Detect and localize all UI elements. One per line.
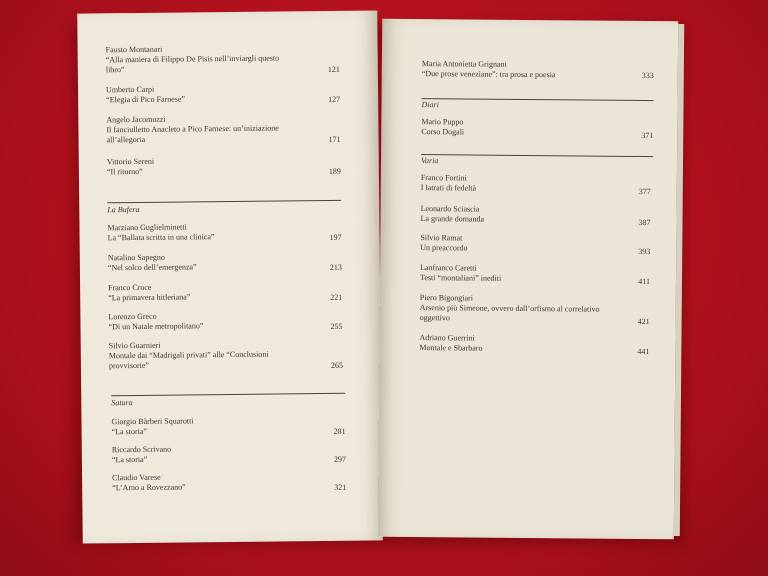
entry-title: La “Ballata scritta in una clinica” <box>107 232 215 243</box>
entry-author: Adriano Guerrini <box>419 333 475 343</box>
entry-author: Angelo Jacomuzzi <box>106 114 166 125</box>
entry-title: La grande domanda <box>420 214 485 224</box>
entry-title-cont: oggettivo <box>419 313 450 323</box>
entry-title: Il fanciulletto Anacleto a Pico Farnese: un’iniziazione <box>106 123 279 135</box>
entry-title: “Di un Natale metropolitano” <box>108 321 204 332</box>
entry-title: “La storia” <box>111 426 147 437</box>
entry-title: Arsenio più Simeone, ovvero dall’orfismo al correlativo <box>419 303 600 314</box>
entry-page-number: 421 <box>637 316 650 327</box>
entry-title: “Nel solco dell’emergenza” <box>107 262 197 273</box>
entry-page-number: 171 <box>328 134 341 144</box>
entry-title: Un preaccordo <box>420 243 468 253</box>
entry-author: Marziano Guglielminetti <box>107 222 187 233</box>
section-heading: Diari <box>421 100 439 110</box>
entry-page-number: 281 <box>333 426 346 436</box>
entry-page-number: 321 <box>334 482 347 492</box>
entry-author: Lanfranco Caretti <box>420 263 477 273</box>
entry-page-number: 297 <box>333 454 346 464</box>
right-page <box>378 19 679 540</box>
entry-title: Corso Dogali <box>421 127 465 137</box>
entry-author: Franco Croce <box>108 282 152 293</box>
entry-title: “La storia” <box>111 454 148 465</box>
section-rule <box>421 154 653 157</box>
entry-page-number: 121 <box>327 64 340 74</box>
section-heading: La Bufera <box>107 204 140 215</box>
toc-entry <box>421 173 641 195</box>
entry-author: Lorenzo Greco <box>108 311 157 322</box>
entry-title-cont: provvisorie” <box>108 360 149 371</box>
left-page <box>77 10 383 543</box>
entry-page-number: 221 <box>330 292 343 302</box>
section-rule <box>422 98 654 101</box>
entry-author: Fausto Montanari <box>105 44 163 55</box>
section-heading: Varia <box>420 156 439 166</box>
entry-title: “L’Arno a Rovezzano” <box>112 482 186 493</box>
entry-author: Piero Bigongiari <box>419 293 473 303</box>
entry-author: Vittorio Sereni <box>106 156 155 167</box>
toc-entry <box>422 59 642 81</box>
entry-title: “Due prose veneziane”: tra prosa e poesia <box>421 69 556 80</box>
entry-title-cont: libro” <box>105 65 125 75</box>
entry-author: Leonardo Sciascia <box>420 204 480 214</box>
section-rule <box>111 393 345 396</box>
entry-page-number: 265 <box>330 360 343 370</box>
entry-title: Montale e Sbarbaro <box>419 343 483 353</box>
entry-author: Riccardo Scrivano <box>111 444 172 455</box>
entry-page-number: 371 <box>641 130 654 141</box>
entry-title: “Elegia di Pico Farnese” <box>106 94 186 105</box>
entry-page-number: 411 <box>638 276 651 287</box>
section-rule <box>107 200 341 203</box>
entry-page-number: 441 <box>637 346 650 357</box>
entry-author: Natalino Sapegno <box>107 252 165 263</box>
entry-page-number: 255 <box>330 321 343 331</box>
entry-author: Franco Fortini <box>420 173 467 183</box>
entry-title: Testi “montaliani” inediti <box>419 273 502 283</box>
entry-page-number: 127 <box>328 94 341 104</box>
entry-title: I latrati di fedeltà <box>420 183 477 193</box>
entry-page-number: 377 <box>638 186 651 197</box>
entry-author: Maria Antonietta Grignani <box>421 59 507 69</box>
entry-page-number: 197 <box>329 232 342 242</box>
entry-title: “Il ritorno” <box>106 166 143 177</box>
entry-title: “Alla maniera di Filippo De Pisis nell’inviargli questo <box>105 53 280 65</box>
section-heading: Satura <box>111 398 133 408</box>
entry-page-number: 387 <box>638 217 651 228</box>
entry-page-number: 189 <box>328 166 341 176</box>
entry-author: Umberto Carpi <box>105 84 155 95</box>
entry-author: Silvio Guarnieri <box>108 340 161 351</box>
entry-page-number: 213 <box>329 262 342 272</box>
entry-title: Montale dai “Madrigali privati” alle “Conclusioni <box>108 349 269 361</box>
entry-page-number: 333 <box>641 70 654 81</box>
entry-page-number: 393 <box>638 246 651 257</box>
entry-author: Claudio Varese <box>112 472 161 483</box>
toc-entry <box>419 333 639 355</box>
entry-author: Giorgio Bàrberi Squarotti <box>111 416 194 427</box>
entry-title: “La primavera hitleriana” <box>108 292 191 303</box>
toc-entry <box>421 117 641 139</box>
entry-author: Silvio Ramat <box>420 233 463 243</box>
toc-entry <box>420 204 640 226</box>
toc-entry <box>420 233 640 255</box>
entry-author: Mario Puppo <box>421 117 464 127</box>
toc-entry <box>420 263 640 285</box>
entry-title-cont: all’allegoria <box>106 134 146 145</box>
